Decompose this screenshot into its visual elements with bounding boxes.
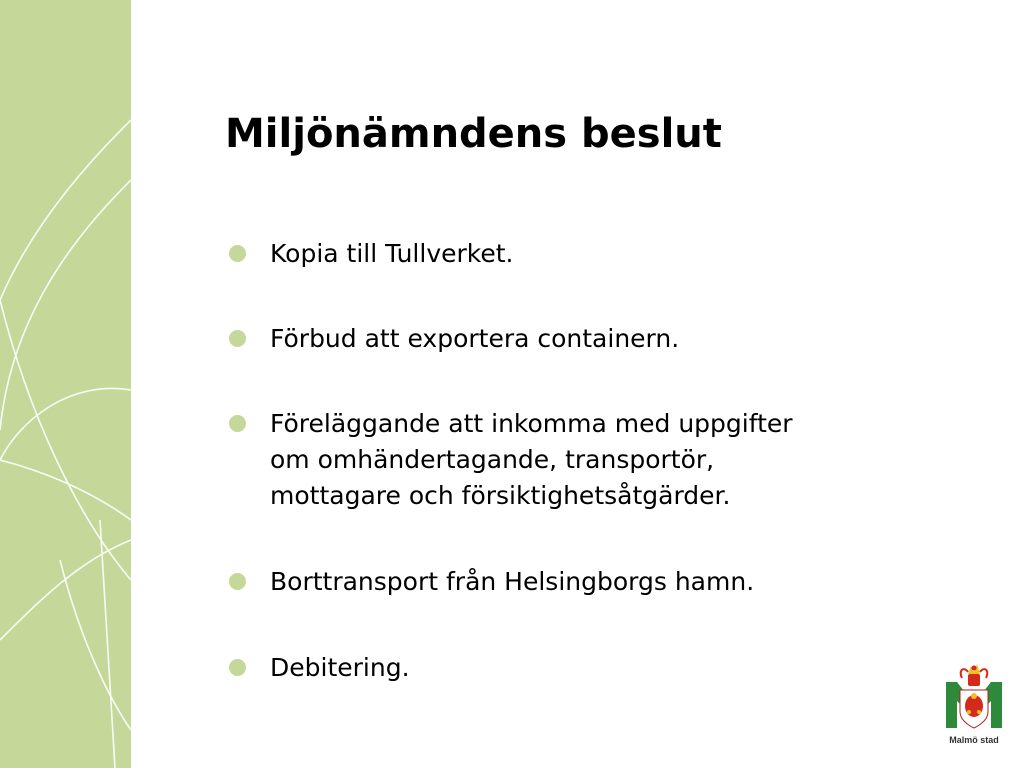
bullet-text: Debitering. [270,653,410,682]
bullet-dot [229,573,246,590]
bullet-text: Borttransport från Helsingborgs hamn. [270,567,755,596]
coat-of-arms-icon [946,660,1002,730]
bullet-text: Kopia till Tullverket. [270,239,514,268]
bullet-dot [229,245,246,262]
bullet-text: Föreläggande att inkomma med uppgifter om omhändertagande, transportör, mottagare och försiktighetsåtgärder. [270,409,793,510]
decorative-side-band [0,0,131,768]
bullet-dot [229,330,246,347]
slide-title: Miljönämndens beslut [225,111,722,157]
logo-caption: Malmö stad [949,735,999,745]
bullet-text: Förbud att exportera containern. [270,324,680,353]
malmo-stad-logo [942,660,1006,750]
bullet-dot [229,659,246,676]
decorative-curves [0,0,131,768]
bullet-dot [229,415,246,432]
